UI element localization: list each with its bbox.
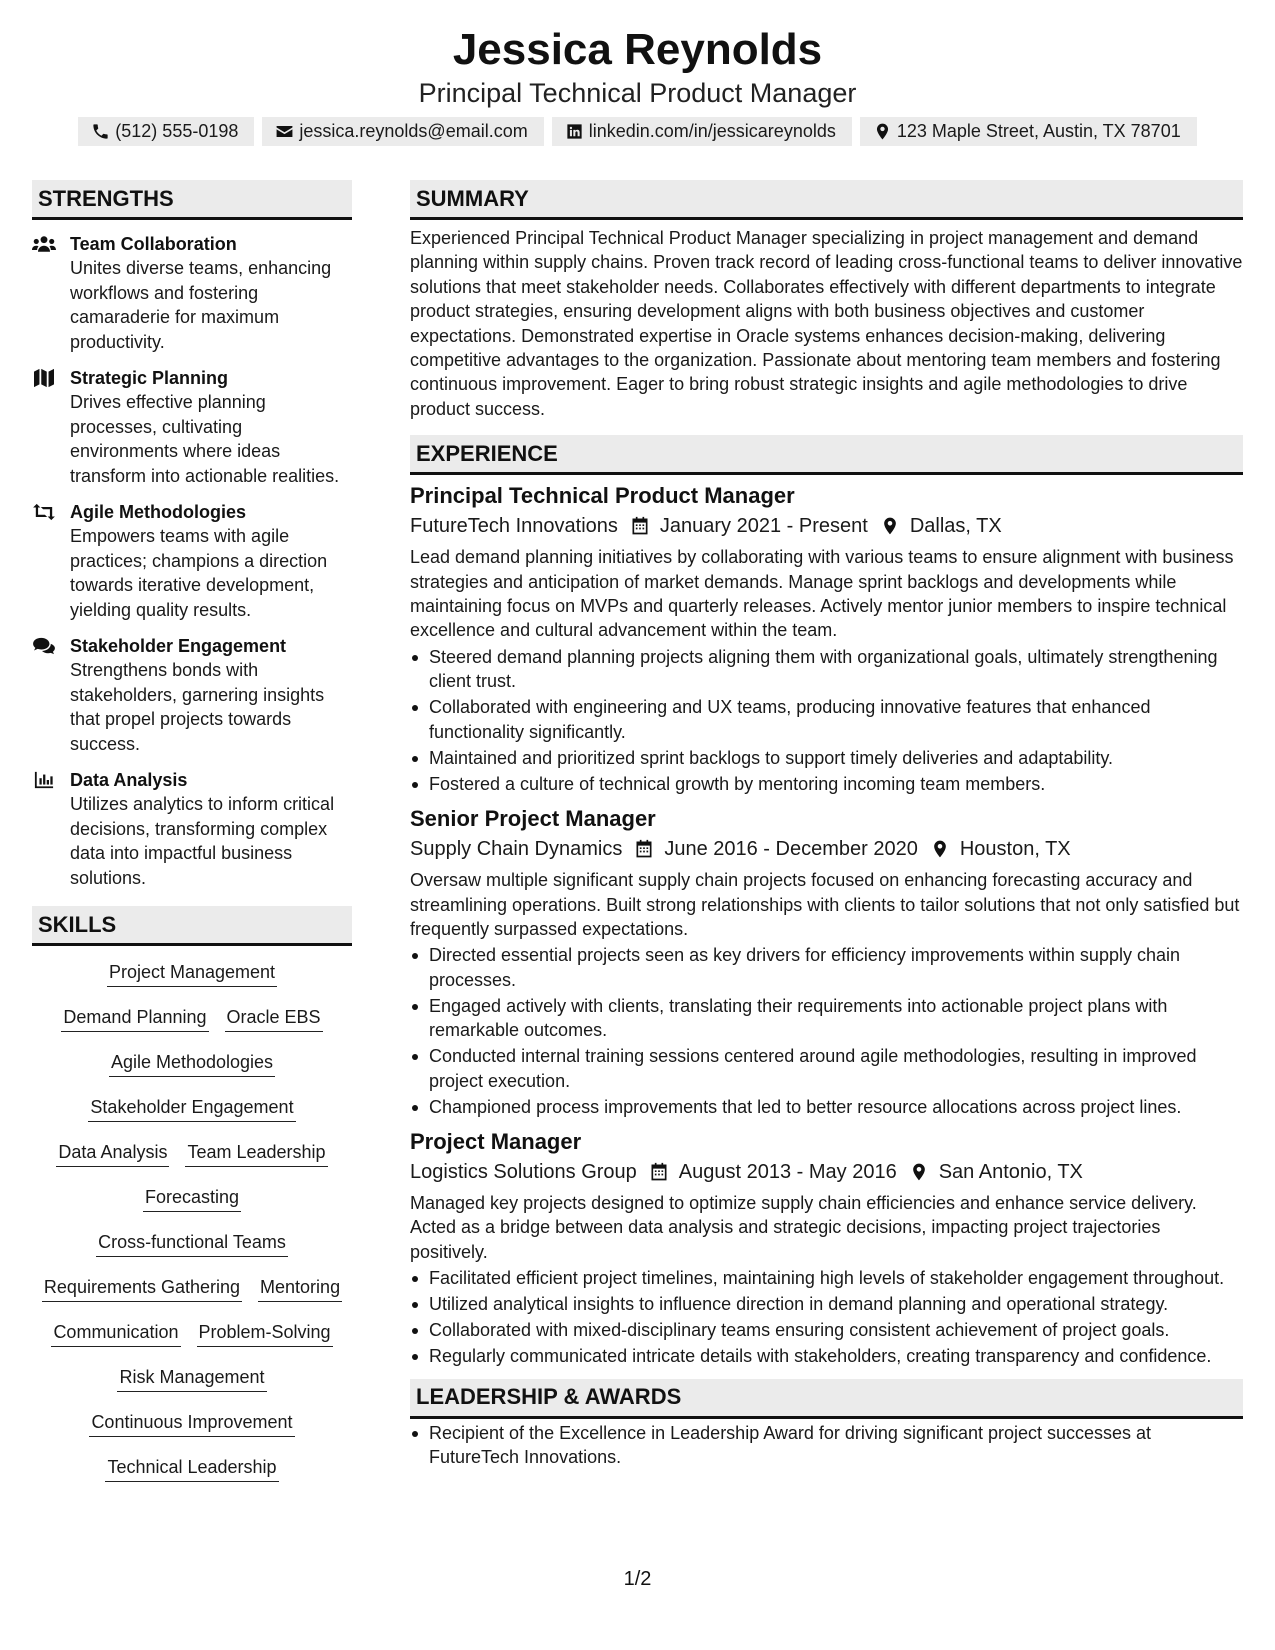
job-location: San Antonio, TX (938, 1160, 1083, 1183)
job-location: Houston, TX (959, 838, 1071, 861)
map-pin-icon (873, 122, 892, 141)
calendar-icon (634, 839, 654, 859)
list-item: Engaged actively with clients, translating their requirements into actionable project plans with remarkable outcomes. (410, 994, 1243, 1043)
job-description: Oversaw multiple significant supply chain projects focused on enhancing forecasting accuracy and streamlining operations. Built strong relationships with clients to tailor solutions that not only satisfied but frequently surpassed expectations. (410, 870, 1240, 939)
envelope-icon (275, 122, 294, 141)
strength-desc: Strengthens bonds with stakeholders, garnering insights that propel projects towards success. (70, 660, 325, 754)
contact-phone[interactable] (78, 117, 254, 146)
phone-icon (91, 122, 110, 141)
strength-item (32, 366, 352, 488)
skill-row (32, 1185, 352, 1230)
contact-email[interactable] (262, 117, 543, 146)
skill-tag: Risk Management (117, 1365, 266, 1392)
map-pin-icon (909, 1162, 929, 1182)
skill-tag: Project Management (107, 960, 277, 987)
calendar-icon (649, 1162, 669, 1182)
map-pin-icon (880, 516, 900, 536)
contact-address-text: 123 Maple Street, Austin, TX 78701 (896, 121, 1181, 141)
job-company: Logistics Solutions Group (410, 1160, 637, 1183)
map-icon (32, 368, 56, 388)
job-title: Senior Project Manager (410, 806, 656, 832)
skill-tag: Oracle EBS (225, 1005, 323, 1032)
skills-list (32, 960, 352, 1500)
skill-row (32, 1320, 352, 1365)
skill-row (32, 1140, 352, 1185)
strength-item (32, 768, 352, 890)
skill-tag: Agile Methodologies (109, 1050, 275, 1077)
skill-tag: Forecasting (143, 1185, 241, 1212)
skill-tag: Stakeholder Engagement (88, 1095, 295, 1122)
contact-address (860, 117, 1197, 146)
contact-bar (0, 117, 1275, 146)
skill-tag: Continuous Improvement (89, 1410, 294, 1437)
summary-text: Experienced Principal Technical Product Manager specializing in project management and demand planning within supply chains. Proven track record of leading cross-functional teams to deliver innovative solutions that meet stakeholder needs. Collaborates effectively with different departments to integrate product strategies, ensuring development aligns with both business objectives and customer expectations. Demonstrated expertise in Oracle systems enhances decision-making, delivering competitive advantages to the organization. Passionate about mentoring team members and fostering continuous improvement. Eager to bring robust strategic insights and agile methodologies to drive product success. (410, 228, 1243, 419)
skill-row (32, 1230, 352, 1275)
comments-icon (32, 636, 56, 656)
job-meta (410, 511, 1243, 541)
skill-tag: Communication (51, 1320, 180, 1347)
list-item: Maintained and prioritized sprint backlogs to support timely deliveries and adaptability. (410, 746, 1243, 770)
job-company: Supply Chain Dynamics (410, 838, 623, 861)
job-location: Dallas, TX (909, 515, 1002, 538)
resume-header (0, 22, 1275, 146)
skill-tag: Data Analysis (56, 1140, 169, 1167)
map-pin-icon (930, 839, 950, 859)
list-item: Utilized analytical insights to influence direction in demand planning and operational strategy. (410, 1292, 1243, 1316)
list-item: Championed process improvements that led to better resource allocations across project lines. (410, 1095, 1243, 1119)
right-column (410, 180, 1243, 1477)
list-item: Facilitated efficient project timelines, maintaining high levels of stakeholder engagement throughout. (410, 1266, 1243, 1290)
skill-tag: Mentoring (258, 1275, 342, 1302)
strength-title: Strategic Planning (70, 368, 229, 388)
candidate-name: Jessica Reynolds (452, 25, 823, 74)
contact-phone-text: (512) 555-0198 (115, 121, 239, 141)
list-item: Collaborated with mixed-disciplinary teams ensuring consistent achievement of project goals. (410, 1318, 1243, 1342)
list-item: Directed essential projects seen as key drivers for efficiency improvements within supply chain processes. (410, 943, 1243, 992)
skill-row (32, 1455, 352, 1500)
skill-tag: Team Leadership (185, 1140, 327, 1167)
list-item: Fostered a culture of technical growth by mentoring incoming team members. (410, 772, 1243, 796)
skill-tag: Problem-Solving (197, 1320, 333, 1347)
skills-heading: SKILLS (32, 906, 352, 946)
job-dates: January 2021 - Present (659, 515, 868, 538)
job-dates: August 2013 - May 2016 (678, 1160, 897, 1183)
job-dates: June 2016 - December 2020 (664, 838, 918, 861)
strength-desc: Unites diverse teams, enhancing workflows and fostering camaraderie for maximum productivity. (70, 258, 332, 352)
list-item: Collaborated with engineering and UX teams, producing innovative features that enhanced functionality significantly. (410, 695, 1243, 744)
bar-chart-icon (32, 770, 56, 790)
skill-row (32, 960, 352, 1005)
strength-desc: Empowers teams with agile practices; champions a direction towards iterative development, yielding quality results. (70, 526, 328, 620)
job-entry (410, 1127, 1243, 1369)
job-bullets (410, 1266, 1243, 1368)
list-item: Regularly communicated intricate details with stakeholders, creating transparency and confidence. (410, 1344, 1243, 1368)
job-meta (410, 1157, 1243, 1187)
skill-tag: Demand Planning (61, 1005, 208, 1032)
job-description: Managed key projects designed to optimize supply chain efficiencies and enhance service delivery. Acted as a bridge between data analysis and strategic decisions, impacting project trajectories positively. (410, 1192, 1197, 1262)
skill-row (32, 1095, 352, 1140)
job-entry (410, 481, 1243, 796)
job-bullets (410, 943, 1243, 1119)
skill-row (32, 1365, 352, 1410)
retweet-icon (32, 502, 56, 522)
skill-tag: Technical Leadership (105, 1455, 278, 1482)
strength-title: Team Collaboration (70, 234, 237, 254)
list-item: Recipient of the Excellence in Leadership Award for driving significant project successes at FutureTech Innovations. (410, 1421, 1243, 1470)
list-item: Steered demand planning projects aligning them with organizational goals, ultimately strengthening client trust. (410, 645, 1243, 694)
strength-item (32, 500, 352, 622)
job-title: Project Manager (410, 1128, 582, 1154)
job-bullets (410, 645, 1243, 796)
strength-desc: Drives effective planning processes, cultivating environments where ideas transform into actionable realities. (70, 392, 340, 486)
skill-row (32, 1410, 352, 1455)
strength-title: Data Analysis (70, 770, 188, 790)
job-company: FutureTech Innovations (410, 515, 618, 538)
skill-row (32, 1005, 352, 1050)
skill-row (32, 1050, 352, 1095)
summary-heading: SUMMARY (410, 180, 1243, 220)
contact-linkedin[interactable] (552, 117, 852, 146)
experience-heading: EXPERIENCE (410, 435, 1243, 475)
contact-linkedin-text: linkedin.com/in/jessicareynolds (588, 121, 836, 141)
candidate-title: Principal Technical Product Manager (418, 78, 857, 108)
list-item: Conducted internal training sessions centered around agile methodologies, resulting in improved project execution. (410, 1044, 1243, 1093)
skill-row (32, 1275, 352, 1320)
calendar-icon (630, 516, 650, 536)
job-description: Lead demand planning initiatives by collaborating with various teams to ensure alignment with business strategies and anticipation of market demands. Manage sprint backlogs and developments while maintaining focus on MVPs and quarterly releases. Actively mentor junior members to inspire technical excellence and cultural advancement within the team. (410, 547, 1234, 641)
strength-item (32, 634, 352, 756)
job-title: Principal Technical Product Manager (410, 483, 795, 509)
page-number: 1/2 (623, 1568, 652, 1590)
strengths-heading: STRENGTHS (32, 180, 352, 220)
leadership-heading: LEADERSHIP & AWARDS (410, 1379, 1243, 1419)
skill-tag: Cross-functional Teams (96, 1230, 288, 1257)
job-entry (410, 804, 1243, 1119)
leadership-list (410, 1421, 1243, 1470)
skill-tag: Requirements Gathering (42, 1275, 242, 1302)
strengths-list (32, 232, 352, 890)
strength-item (32, 232, 352, 354)
contact-email-text: jessica.reynolds@email.com (299, 121, 528, 141)
linkedin-icon (565, 122, 584, 141)
job-meta (410, 834, 1243, 864)
users-icon (32, 234, 56, 254)
strength-title: Agile Methodologies (70, 502, 247, 522)
strength-title: Stakeholder Engagement (70, 636, 287, 656)
strength-desc: Utilizes analytics to inform critical decisions, transforming complex data into impactful business solutions. (70, 794, 335, 888)
left-column (32, 180, 352, 1500)
